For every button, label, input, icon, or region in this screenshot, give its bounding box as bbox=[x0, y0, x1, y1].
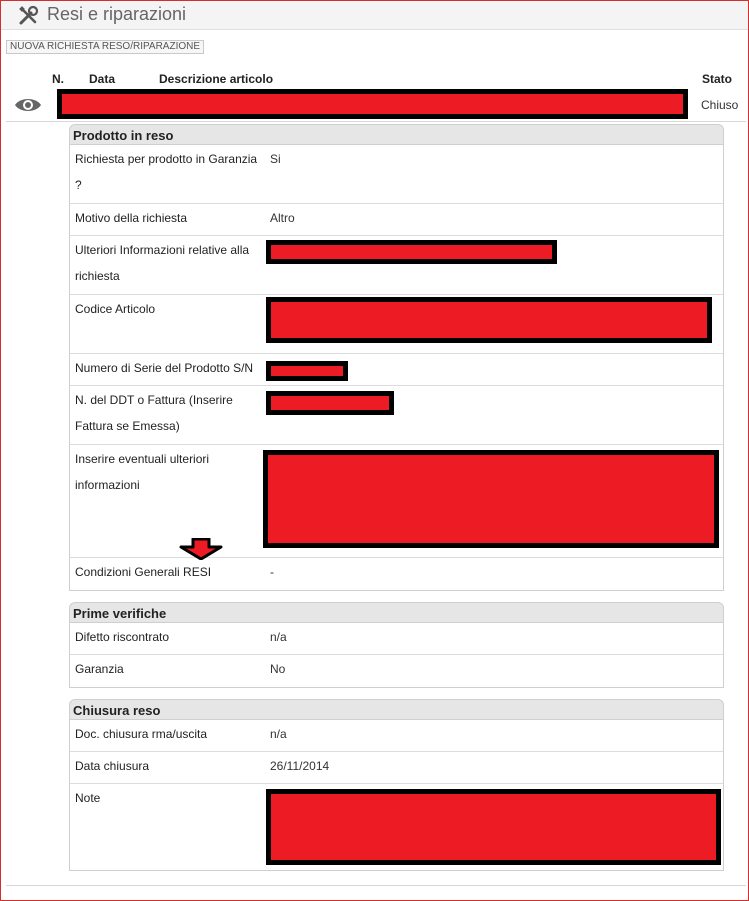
field-label-defect: Difetto riscontrato bbox=[75, 630, 170, 644]
field-row-serial bbox=[70, 354, 723, 386]
field-row-date bbox=[70, 752, 723, 784]
column-header-status: Stato bbox=[702, 72, 732, 86]
field-label-date: Data chiusura bbox=[75, 759, 150, 773]
section-checks bbox=[69, 602, 724, 689]
field-value-defect: n/a bbox=[270, 630, 287, 644]
field-label-notes: Inserire eventuali ulteriori informazioni bbox=[75, 452, 210, 492]
redacted-notes bbox=[263, 450, 719, 548]
down-arrow-icon bbox=[177, 538, 225, 560]
redacted-ddt bbox=[266, 391, 394, 415]
field-value-doc: n/a bbox=[270, 727, 287, 741]
bottom-divider bbox=[6, 885, 746, 886]
field-label-doc: Doc. chiusura rma/uscita bbox=[75, 727, 208, 741]
field-value-reason: Altro bbox=[270, 211, 295, 225]
field-label-guarantee: Garanzia bbox=[75, 662, 124, 676]
field-label-conditions: Condizioni Generali RESI bbox=[75, 565, 212, 579]
field-row-warranty bbox=[70, 145, 723, 204]
section-product bbox=[69, 124, 724, 592]
field-value-conditions: - bbox=[270, 565, 274, 579]
field-row-guarantee bbox=[70, 655, 723, 687]
field-label-extra-info: Ulteriori Informazioni relative alla richiesta bbox=[75, 243, 250, 283]
field-row-extra-info bbox=[70, 236, 723, 295]
redacted-code bbox=[266, 297, 712, 343]
field-value-guarantee: No bbox=[270, 662, 286, 676]
field-row-doc bbox=[70, 720, 723, 752]
section-body-checks bbox=[69, 623, 724, 688]
field-row-notes bbox=[70, 445, 723, 558]
page-title: Resi e riparazioni bbox=[47, 4, 187, 24]
field-label-warranty: Richiesta per prodotto in Garanzia ? bbox=[75, 152, 258, 192]
field-label-serial: Numero di Serie del Prodotto S/N bbox=[75, 361, 254, 375]
redacted-extra-info bbox=[266, 240, 557, 264]
redacted-serial bbox=[266, 361, 348, 381]
redacted-description bbox=[57, 89, 688, 119]
section-closure bbox=[69, 699, 724, 872]
tools-icon bbox=[18, 6, 40, 26]
section-title-checks: Prime verifiche bbox=[69, 602, 724, 623]
field-row-defect bbox=[70, 623, 723, 655]
status-value: Chiuso bbox=[701, 98, 739, 112]
eye-icon[interactable] bbox=[14, 96, 42, 114]
field-row-reason bbox=[70, 204, 723, 236]
section-title-closure: Chiusura reso bbox=[69, 699, 724, 720]
field-label-note: Note bbox=[75, 791, 101, 805]
section-title-product: Prodotto in reso bbox=[69, 124, 724, 145]
column-header-number: N. bbox=[52, 72, 64, 86]
title-bar bbox=[1, 1, 748, 30]
field-value-date: 26/11/2014 bbox=[270, 759, 330, 773]
field-row-conditions bbox=[70, 558, 723, 590]
section-body-product bbox=[69, 145, 724, 591]
new-request-button[interactable]: NUOVA RICHIESTA RESO/RIPARAZIONE bbox=[6, 40, 204, 54]
column-header-description: Descrizione articolo bbox=[159, 72, 274, 86]
field-value-warranty: Si bbox=[270, 152, 281, 166]
column-header-date: Data bbox=[89, 72, 116, 86]
field-row-ddt bbox=[70, 386, 723, 445]
field-label-reason: Motivo della richiesta bbox=[75, 211, 188, 225]
row-divider bbox=[6, 121, 746, 122]
redacted-note bbox=[266, 789, 721, 865]
field-row-note bbox=[70, 784, 723, 870]
section-body-closure bbox=[69, 720, 724, 871]
field-label-ddt: N. del DDT o Fattura (Inserire Fattura se Emessa) bbox=[75, 393, 233, 433]
field-label-code: Codice Articolo bbox=[75, 302, 156, 316]
field-row-code bbox=[70, 295, 723, 354]
